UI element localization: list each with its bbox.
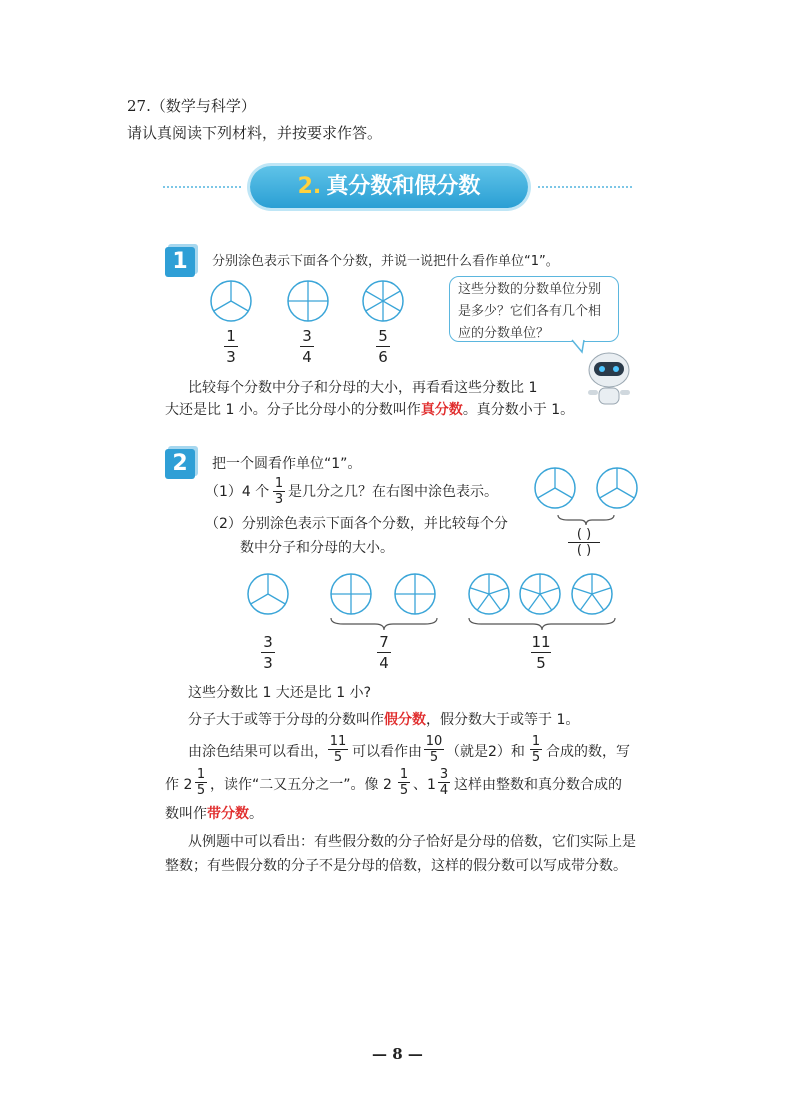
text: 分子大于或等于分母的分数叫作 bbox=[188, 712, 384, 728]
circle-q1-b[interactable] bbox=[595, 466, 639, 510]
mixed-number-definition bbox=[165, 804, 263, 824]
q1-text-a: （1）4 个 bbox=[205, 484, 270, 500]
fraction-1-3 bbox=[224, 328, 238, 365]
fraction-5-6 bbox=[376, 328, 390, 365]
fraction-2-1-5 bbox=[195, 768, 207, 797]
fraction-1-3-4 bbox=[438, 768, 450, 797]
p2-text-b: ，读作“二又五分之一”。像 2 bbox=[210, 777, 392, 793]
text: 。真分数小于 1。 bbox=[462, 402, 575, 418]
numerator: 10 bbox=[425, 734, 443, 749]
denominator: 3 bbox=[226, 348, 236, 366]
denominator: 4 bbox=[379, 654, 389, 672]
section1-para-line1: 比较每个分数中分子和分母的大小，再看看这些分数比 1 bbox=[188, 380, 538, 396]
title-text: 真分数和假分数 bbox=[326, 174, 481, 199]
numerator: 5 bbox=[378, 327, 388, 345]
fraction-bar bbox=[377, 652, 391, 653]
numerator: 1 bbox=[274, 476, 284, 491]
conclusion-line2: 整数；有些假分数的分子不是分母的倍数，这样的假分数可以写成带分数。 bbox=[165, 858, 627, 874]
page-number: — 8 — bbox=[372, 1045, 423, 1063]
fraction-q1 bbox=[273, 477, 285, 506]
term-improper-fraction: 假分数 bbox=[384, 712, 426, 728]
fraction-bar bbox=[376, 346, 390, 347]
text: 大还是比 1 小。分子比分母小的分数叫作 bbox=[165, 402, 421, 418]
fraction-blank[interactable] bbox=[568, 528, 600, 557]
p1-text-b: 可以看作由 bbox=[352, 744, 422, 760]
denominator: 4 bbox=[439, 783, 449, 798]
title-divider-left bbox=[163, 186, 241, 188]
numerator: 1 bbox=[399, 767, 409, 782]
robot-mascot-icon bbox=[586, 348, 632, 410]
circle-quarters[interactable] bbox=[286, 279, 330, 323]
section1-para-line2 bbox=[165, 400, 574, 420]
p1-text-a: 由涂色结果可以看出， bbox=[188, 744, 328, 760]
denominator: 5 bbox=[333, 750, 343, 765]
circle-11-5-b[interactable] bbox=[518, 572, 562, 616]
numerator-blank[interactable]: ( ) bbox=[576, 527, 592, 542]
denominator-blank[interactable]: ( ) bbox=[576, 543, 592, 558]
numerator: 11 bbox=[531, 633, 551, 651]
text: 。 bbox=[249, 806, 263, 822]
brace-q1 bbox=[556, 513, 616, 527]
q1-text-b: 是几分之几？在右图中涂色表示。 bbox=[288, 484, 498, 500]
numerator: 3 bbox=[302, 327, 312, 345]
section-title bbox=[250, 166, 528, 208]
denominator: 5 bbox=[536, 654, 546, 672]
text: 数叫作 bbox=[165, 806, 207, 822]
numerator: 1 bbox=[226, 327, 236, 345]
numerator: 1 bbox=[531, 734, 541, 749]
denominator: 6 bbox=[378, 348, 388, 366]
p1-text-c: （就是2）和 bbox=[446, 744, 525, 760]
fraction-2-1-5-b bbox=[398, 768, 410, 797]
title-divider-right bbox=[538, 186, 632, 188]
fraction-7-4 bbox=[377, 634, 391, 671]
denominator: 5 bbox=[399, 783, 409, 798]
denominator: 5 bbox=[429, 750, 439, 765]
circle-7-4-a[interactable] bbox=[329, 572, 373, 616]
fraction-bar bbox=[224, 346, 238, 347]
numerator: 11 bbox=[329, 734, 347, 749]
instruction: 请认真阅读下列材料，并按要求作答。 bbox=[127, 124, 383, 142]
brace-11-5 bbox=[467, 616, 617, 632]
denominator: 5 bbox=[531, 750, 541, 765]
speech-bubble: 这些分数的分数单位分别是多少？它们各有几个相应的分数单位？ bbox=[449, 276, 619, 342]
section-badge-1: 1 bbox=[165, 247, 195, 277]
fraction-1-5-inline bbox=[530, 735, 542, 764]
term-proper-fraction: 真分数 bbox=[420, 402, 463, 418]
fraction-3-3 bbox=[261, 634, 275, 671]
fraction-11-5-inline bbox=[328, 735, 348, 764]
denominator: 3 bbox=[263, 654, 273, 672]
fraction-3-4 bbox=[300, 328, 314, 365]
p2-text-c: 、1 bbox=[413, 777, 436, 793]
fraction-10-5-inline bbox=[424, 735, 444, 764]
improper-definition bbox=[188, 710, 579, 730]
numerator: 7 bbox=[379, 633, 389, 651]
question-number: 27.（数学与科学） bbox=[127, 97, 256, 115]
numerator: 3 bbox=[263, 633, 273, 651]
denominator: 3 bbox=[274, 492, 284, 507]
circle-3-3[interactable] bbox=[246, 572, 290, 616]
numerator: 3 bbox=[439, 767, 449, 782]
title-number: 2. bbox=[297, 174, 322, 199]
q2-line2: 数中分子和分母的大小。 bbox=[240, 540, 394, 556]
circle-11-5-c[interactable] bbox=[570, 572, 614, 616]
section2-intro: 把一个圆看作单位“1”。 bbox=[212, 456, 362, 472]
section-badge-2: 2 bbox=[165, 449, 195, 479]
p2-text-a: 作 2 bbox=[165, 777, 193, 793]
denominator: 4 bbox=[302, 348, 312, 366]
fraction-bar bbox=[261, 652, 275, 653]
circle-7-4-b[interactable] bbox=[393, 572, 437, 616]
conclusion-line1: 从例题中可以看出：有些假分数的分子恰好是分母的倍数，它们实际上是 bbox=[188, 834, 636, 850]
section1-prompt: 分别涂色表示下面各个分数，并说一说把什么看作单位“1”。 bbox=[212, 254, 559, 269]
term-mixed-number: 带分数 bbox=[207, 806, 249, 822]
brace-7-4 bbox=[329, 616, 439, 632]
circle-q1-a[interactable] bbox=[533, 466, 577, 510]
fraction-bar bbox=[300, 346, 314, 347]
p1-text-d: 合成的数，写 bbox=[546, 744, 630, 760]
text: ，假分数大于或等于 1。 bbox=[426, 712, 580, 728]
circle-sixths[interactable] bbox=[361, 279, 405, 323]
circle-11-5-a[interactable] bbox=[467, 572, 511, 616]
denominator: 5 bbox=[196, 783, 206, 798]
p2-text-d: 这样由整数和真分数合成的 bbox=[454, 777, 622, 793]
fraction-bar bbox=[531, 652, 551, 653]
section2-question: 这些分数比 1 大还是比 1 小? bbox=[188, 685, 372, 701]
fraction-11-5 bbox=[531, 634, 551, 671]
numerator: 1 bbox=[196, 767, 206, 782]
circle-thirds[interactable] bbox=[209, 279, 253, 323]
q2-line1: （2）分别涂色表示下面各个分数，并比较每个分 bbox=[205, 516, 508, 532]
